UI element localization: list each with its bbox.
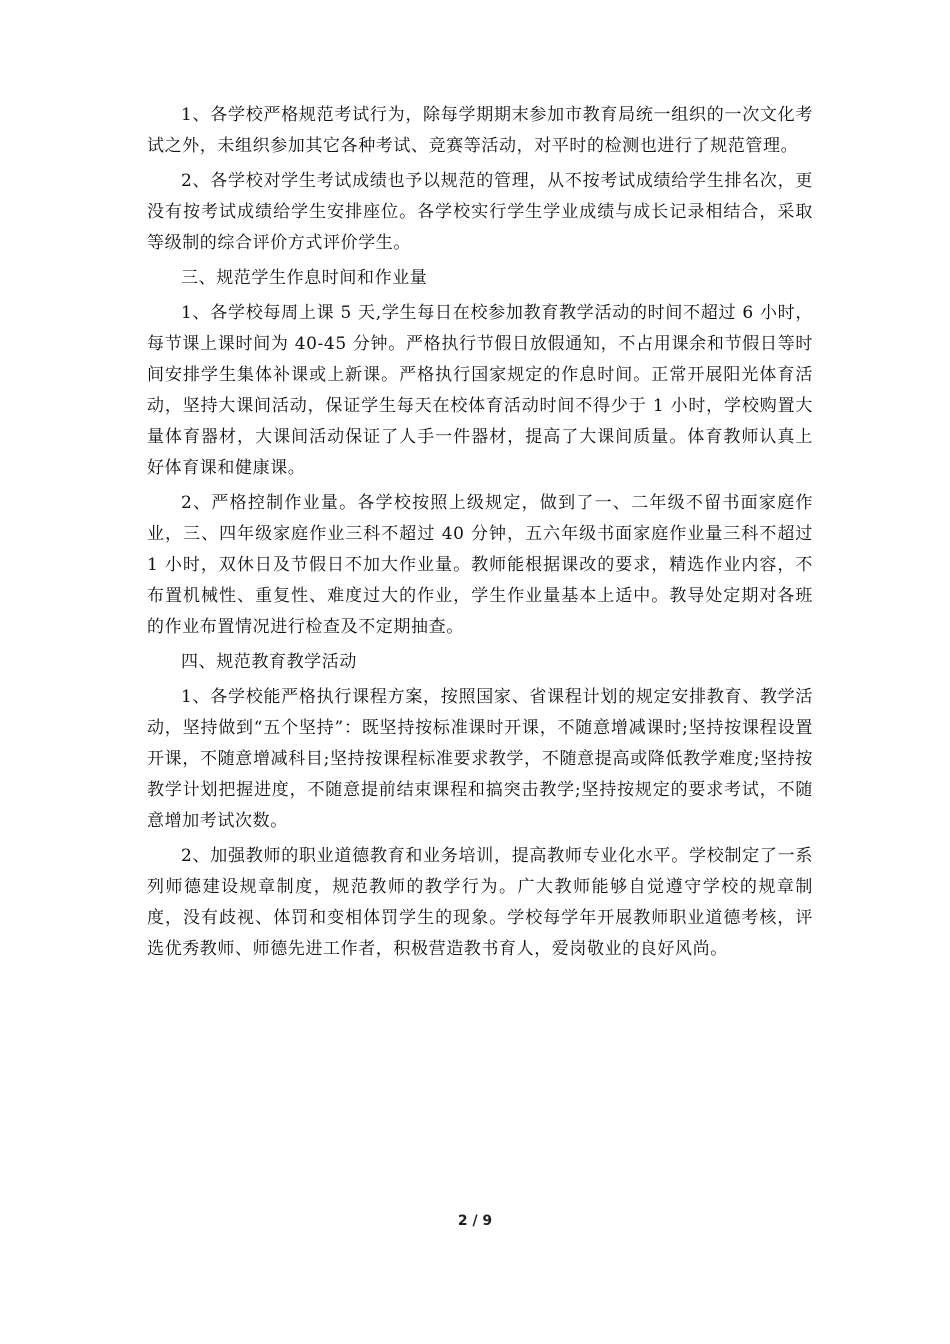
page-number: 2 / 9	[457, 1213, 493, 1229]
section-heading-schedule-homework: 三、规范学生作息时间和作业量	[181, 268, 428, 288]
paragraph-class-hours: 1、各学校每周上课 5 天,学生每日在校参加教育教学活动的时间不超过 6 小时，每节课上课时间为 40-45 分钟。严格执行节假日放假通知，不占用课余和节假日等时间安排学生集体补课或上新课。严格执行国家规定的作息时间。正常开展阳光体育活动，坚持大课间活动，保证学生每天在校体育活动时间不得少于 1 小时，学校购置大量体育器材，大课间活动保证了人手一件器材，提高了大课间质量。体育教师认真上好体育课和健康课。	[147, 303, 813, 478]
paragraph-homework-control: 2、严格控制作业量。各学校按照上级规定，做到了一、二年级不留书面家庭作业，三、四年级家庭作业三科不超过 40 分钟，五六年级书面家庭作业量三科不超过 1 小时，双休日及节假日不加大作业量。教师能根据课改的要求，精选作业内容，不布置机械性、重复性、难度过大的作业，学生作业量基本上适中。教导处定期对各班的作业布置情况进行检查及不定期抽查。	[147, 493, 813, 637]
paragraph-teacher-ethics: 2、加强教师的职业道德教育和业务培训，提高教师专业化水平。学校制定了一系列师德建设规章制度，规范教师的教学行为。广大教师能够自觉遵守学校的规章制度，没有歧视、体罚和变相体罚学生的现象。学校每学年开展教师职业道德考核，评选优秀教师、师德先进工作者，积极营造教书育人，爱岗敬业的良好风尚。	[147, 846, 813, 959]
section-heading-teaching-activities: 四、规范教育教学活动	[181, 652, 357, 672]
paragraph-grade-management: 2、各学校对学生考试成绩也予以规范的管理，从不按考试成绩给学生排名次，更没有按考试成绩给学生安排座位。各学校实行学生学业成绩与成长记录相结合，采取等级制的综合评价方式评价学生。	[147, 171, 813, 253]
document-body	[147, 100, 813, 969]
paragraph-curriculum-plan: 1、各学校能严格执行课程方案，按照国家、省课程计划的规定安排教育、教学活动，坚持做到“五个坚持”：既坚持按标准课时开课，不随意增减课时;坚持按课程设置开课，不随意增减科目;坚持按课程标准要求教学，不随意提高或降低教学难度;坚持按教学计划把握进度，不随意提前结束课程和搞突击教学;坚持按规定的要求考试，不随意增加考试次数。	[147, 687, 813, 831]
paragraph-exam-regulation: 1、各学校严格规范考试行为，除每学期期末参加市教育局统一组织的一次文化考试之外，未组织参加其它各种考试、竞赛等活动，对平时的检测也进行了规范管理。	[147, 105, 813, 156]
